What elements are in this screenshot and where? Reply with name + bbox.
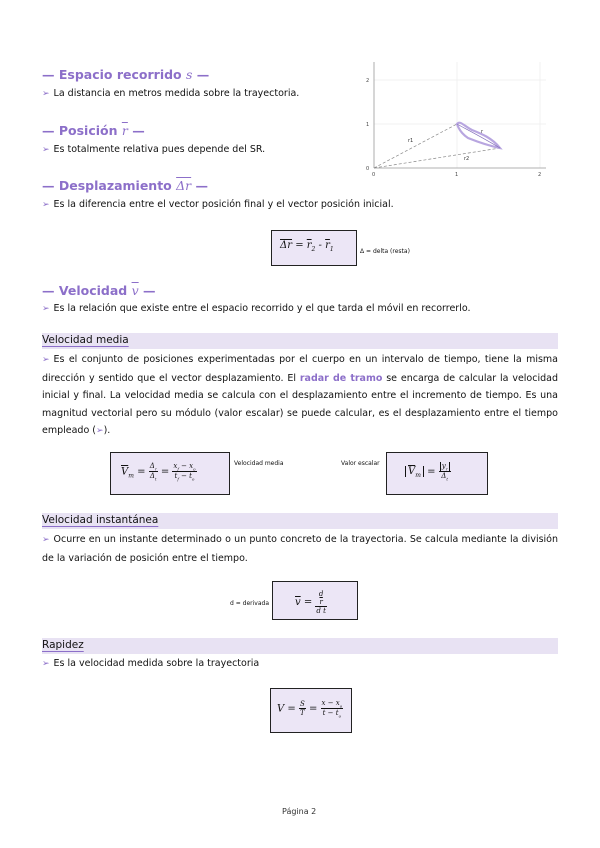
arrow-icon: ➢	[42, 355, 50, 365]
paragraph-text: se encarga de calcular la velocidad inicial y final. La velocidad media se calcula con el desplazamiento entre el incremento de tiempo. Es una magnitud vectorial pero su módulo (valor escalar) se puede calcular, es el desplazamiento entre el tiempo empleado (	[42, 372, 558, 436]
arrow-icon: ➢	[42, 145, 50, 155]
paragraph-velocidad-media	[42, 351, 558, 441]
formula-desplazamiento: $\overline{\Delta r} = \overline{r}_2 - \overline{r}_1$	[271, 230, 357, 266]
y-tick-label: 1	[366, 122, 370, 128]
bullet-espacio	[42, 85, 299, 103]
bullet-velocidad	[42, 300, 471, 318]
heading-dash: —	[138, 283, 156, 298]
bullet-desplazamiento	[42, 196, 394, 214]
heading-text: — Espacio recorrido	[42, 67, 186, 82]
heading-velocidad-instantanea: Velocidad instantánea	[42, 514, 159, 526]
label-r: r	[481, 129, 484, 135]
formula-velocidad-media: $\overline{V}_m$ = $\frac{\Delta_r}{\Delta_t}$ = $\frac{x_f - x_o}{t_f - t_o}$	[110, 452, 230, 495]
heading-text: — Velocidad	[42, 283, 132, 298]
heading-text: — Desplazamiento	[42, 178, 177, 193]
arrow-icon: ➢	[42, 200, 50, 210]
symbol-s: s	[186, 67, 193, 82]
note-derivada: d = derivada	[230, 600, 269, 607]
arrow-icon: ➢	[42, 89, 50, 99]
y-tick-label: 2	[366, 78, 370, 84]
bullet-text: Es la relación que existe entre el espacio recorrido y el que tarda el móvil en recorrerlo.	[53, 303, 471, 314]
heading-desplazamiento	[42, 178, 208, 193]
arrow-icon: ➢	[42, 535, 50, 545]
symbol-v: $\overline{v}$	[131, 283, 139, 298]
trajectory-graph	[360, 58, 552, 183]
formula-note-delta: Δ = delta (resta)	[360, 248, 410, 255]
heading-text: — Posición	[42, 123, 122, 138]
paragraph-text: Ocurre en un instante determinado o un punto concreto de la trayectoria. Se calcula mediante la división de la variación de posición entre el tiempo.	[42, 534, 558, 564]
arrow-icon: ➢	[42, 659, 50, 669]
heading-posicion	[42, 123, 145, 138]
paragraph-text: ).	[103, 425, 111, 436]
x-tick-label: 2	[538, 172, 542, 178]
formula-valor-escalar: $\overline{V}_m$ = $\frac{y_r}{\Delta_t}$	[386, 452, 488, 495]
note-valor-escalar: Valor escalar	[341, 460, 380, 467]
heading-dash: —	[192, 67, 210, 82]
arrow-icon: ➢	[96, 426, 104, 436]
trajectory-curve-inner	[457, 124, 500, 148]
heading-velocidad-media: Velocidad media	[42, 334, 129, 346]
paragraph-velocidad-instantanea	[42, 531, 558, 567]
formula-velocidad-instantanea: $\overline{v}$ = d $\overline{r}$ d t	[272, 581, 358, 620]
y-tick-label: 0	[366, 166, 370, 172]
paragraph-text: Es el conjunto de posiciones experimentadas por el cuerpo en un intervalo de tiempo, tiene la misma dirección y sentido que el vector desplazamiento. El	[42, 354, 558, 384]
x-tick-label: 0	[372, 172, 376, 178]
heading-dash: —	[191, 178, 208, 193]
bullet-text: La distancia en metros medida sobre la trayectoria.	[53, 88, 300, 99]
heading-espacio-recorrido	[42, 67, 209, 82]
symbol-r: $\overline{r}$	[121, 123, 128, 138]
heading-dash: —	[127, 123, 145, 138]
heading-velocidad	[42, 283, 156, 298]
label-r2: r2	[464, 156, 470, 162]
label-r1: r1	[408, 138, 414, 144]
symbol-delta-r: $\overline{\Delta r}$	[176, 178, 192, 193]
bullet-text: Es totalmente relativa pues depende del SR.	[53, 144, 266, 155]
page-number: Página 2	[282, 807, 317, 816]
heading-rapidez: Rapidez	[42, 639, 84, 651]
bullet-rapidez	[42, 655, 259, 673]
note-velocidad-media: Velocidad media	[234, 460, 284, 467]
bullet-posicion	[42, 141, 265, 159]
link-radar-de-tramo[interactable]: radar de tramo	[299, 372, 383, 384]
grid-lines	[374, 62, 546, 168]
formula-rapidez: V = $\frac{S}{T}$ = $\frac{x - x_o}{t - t_o}$	[270, 688, 352, 733]
bullet-text: Es la velocidad medida sobre la trayectoria	[53, 658, 260, 669]
x-tick-label: 1	[455, 172, 459, 178]
arrow-icon: ➢	[42, 304, 50, 314]
bullet-text: Es la diferencia entre el vector posición final y el vector posición inicial.	[53, 199, 394, 210]
heading-background	[42, 638, 558, 654]
